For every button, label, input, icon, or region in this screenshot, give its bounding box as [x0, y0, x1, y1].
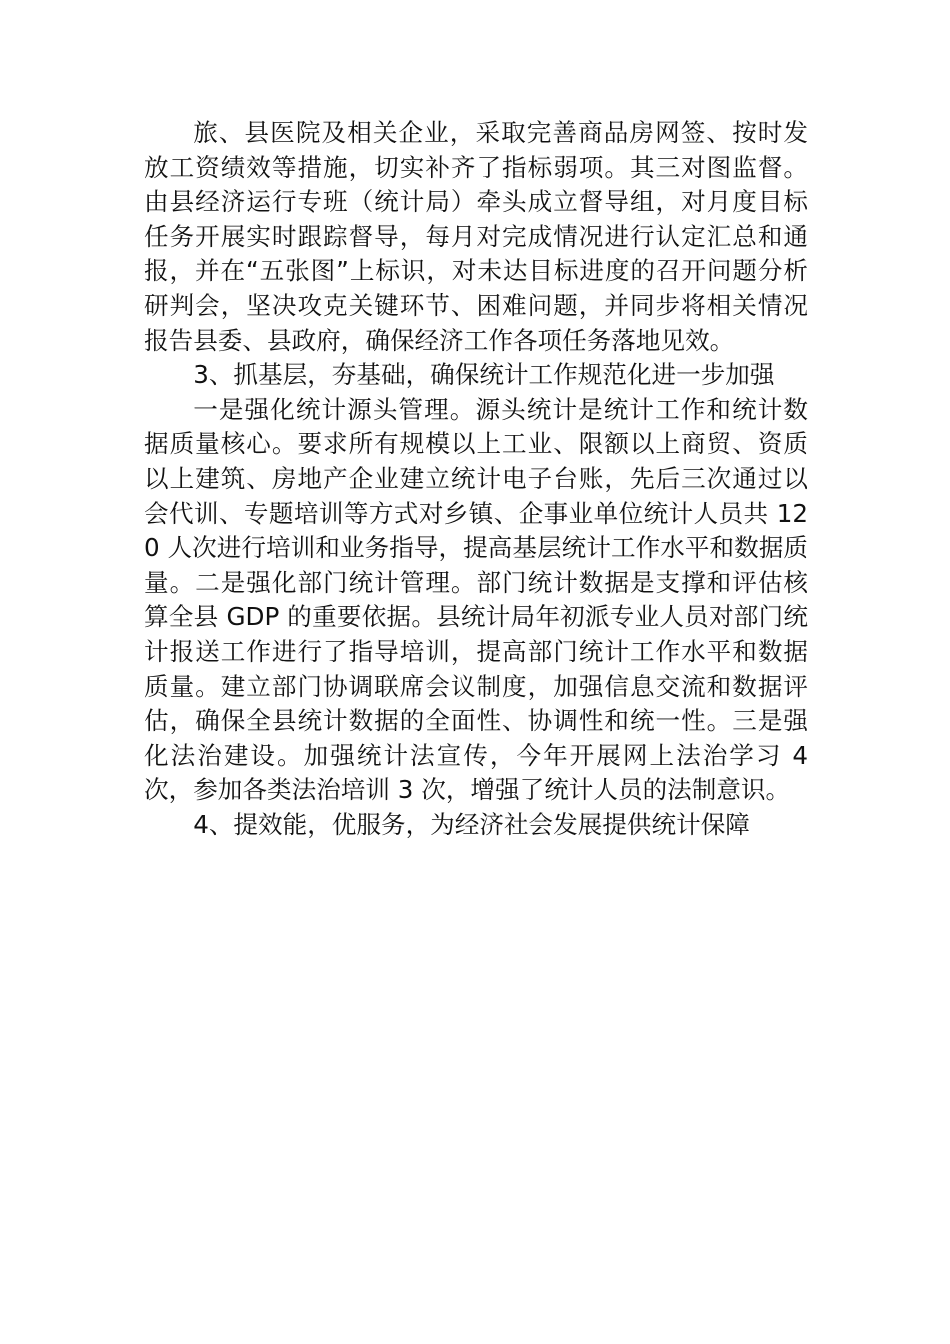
- paragraph-measures-continued: 旅、县医院及相关企业，采取完善商品房网签、按时发放工资绩效等措施，切实补齐了指标弱项。其三对图监督。由县经济运行专班（统计局）牵头成立督导组，对月度目标任务开展实时跟踪督导，每月对完成情况进行认定汇总和通报，并在“五张图”上标识，对未达目标进度的召开问题分析研判会，坚决攻克关键环节、困难问题，并同步将相关情况报告县委、县政府，确保经济工作各项任务落地见效。: [144, 118, 808, 355]
- heading-grassroots-foundation: 3、抓基层，夯基础，确保统计工作规范化进一步加强: [193, 360, 775, 390]
- paragraph-statistics-management: 一是强化统计源头管理。源头统计是统计工作和统计数据质量核心。要求所有规模以上工业、限额以上商贸、资质以上建筑、房地产企业建立统计电子台账，先后三次通过以会代训、专题培训等方式对乡镇、企事业单位统计人员共 120 人次进行培训和业务指导，提高基层统计工作水平和数据质量。二是强化部门统计管理。部门统计数据是支撑和评估核算全县 GDP 的重要依据。县统计局年初派专业人员对部门统计报送工作进行了指导培训，提高部门统计工作水平和数据质量。建立部门协调联席会议制度，加强信息交流和数据评估，确保全县统计数据的全面性、协调性和统一性。三是强化法治建设。加强统计法宣传，今年开展网上法治学习 4 次，参加各类法治培训 3 次，增强了统计人员的法制意识。: [144, 394, 808, 805]
- document-body: [144, 116, 808, 842]
- heading-efficiency-service: 4、提效能，优服务，为经济社会发展提供统计保障: [193, 809, 750, 839]
